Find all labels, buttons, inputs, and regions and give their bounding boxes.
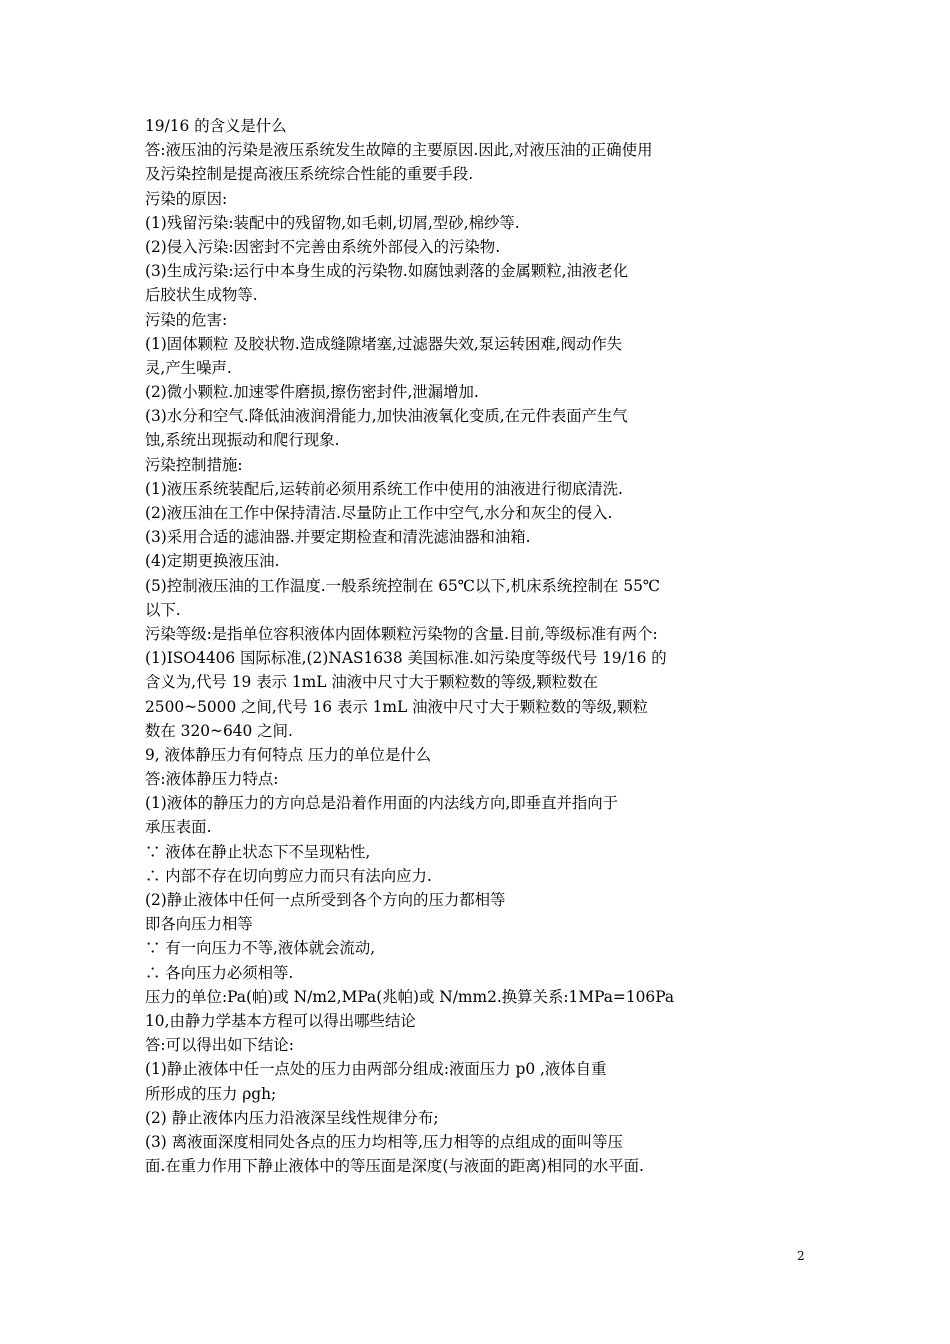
section-heading: 污染控制措施: [145,455,243,474]
text-line: 以下. [145,600,181,619]
section-heading: 污染的危害: [145,310,228,329]
text-line: 19/16 的含义是什么 [145,117,287,135]
page-number: 2 [797,1249,805,1263]
text-line: 蚀,系统出现振动和爬行现象. [145,431,340,450]
text-line: (1)ISO4406 国际标准,(2)NAS1638 美国标准.如污染度等级代号 19/16 的 [145,649,667,668]
text-line: (2)微小颗粒.加速零件磨损,擦伤密封件,泄漏增加. [145,383,479,402]
text-line: (1)液压系统装配后,运转前必须用系统工作中使用的油液进行彻底清洗. [145,479,623,498]
text-line: (1)固体颗粒 及胶状物.造成缝隙堵塞,过滤器失效,泵运转困难,阀动作失 [145,334,623,353]
text-line: 灵,产生噪声. [145,358,232,377]
text-line: 即各向压力相等 [145,915,253,934]
text-line: (1)残留污染:装配中的残留物,如毛刺,切屑,型砂,棉纱等. [145,213,520,232]
text-line: 所形成的压力 ρgh; [145,1084,277,1103]
text-line: 及污染控制是提高液压系统综合性能的重要手段. [145,165,474,184]
text-line: (3)水分和空气.降低油液润滑能力,加快油液氧化变质,在元件表面产生气 [145,407,628,426]
text-line: 面.在重力作用下静止液体中的等压面是深度(与液面的距离)相同的水平面. [145,1157,644,1176]
text-line: (1)静止液体中任一点处的压力由两部分组成:液面压力 p0 ,液体自重 [145,1060,607,1079]
text-line: 污染等级:是指单位容积液体内固体颗粒污染物的含量.目前,等级标准有两个: [145,624,658,643]
section-heading: 污染的原因: [145,189,228,208]
text-line: ∵ 有一向压力不等,液体就会流动, [145,939,376,958]
text-line: (3)生成污染:运行中本身生成的污染物.如腐蚀剥落的金属颗粒,油液老化 [145,262,629,281]
text-line: (5)控制液压油的工作温度.一般系统控制在 65℃以下,机床系统控制在 55℃ [145,576,661,595]
text-line: (4)定期更换液压油. [145,552,280,571]
text-line: 数在 320~640 之间. [145,721,293,740]
text-line: (1)液体的静压力的方向总是沿着作用面的内法线方向,即垂直并指向于 [145,794,619,813]
text-line: ∵ 液体在静止状态下不呈现粘性, [145,842,371,861]
body-text [145,114,785,1178]
text-line: ∴ 内部不存在切向剪应力而只有法向应力. [145,866,432,885]
text-line: 答:可以得出如下结论: [145,1036,294,1055]
question-heading: 9, 液体静压力有何特点 压力的单位是什么 [145,745,432,764]
text-line: (2)侵入污染:因密封不完善由系统外部侵入的污染物. [145,237,501,256]
text-line: (2)液压油在工作中保持清洁.尽量防止工作中空气,水分和灰尘的侵入. [145,504,613,522]
text-line: (2) 静止液体内压力沿液深呈线性规律分布; [145,1108,439,1127]
text-line: ∴ 各向压力必须相等. [145,963,294,982]
text-line: 后胶状生成物等. [145,286,258,305]
text-line: 压力的单位:Pa(帕)或 N/m2,MPa(兆帕)或 N/mm2.换算关系:1MPa=106Pa [145,987,675,1006]
text-line: (2)静止液体中任何一点所受到各个方向的压力都相等 [145,891,506,909]
text-line: (3) 离液面深度相同处各点的压力均相等,压力相等的点组成的面叫等压 [145,1132,623,1151]
text-line: 2500~5000 之间,代号 16 表示 1mL 油液中尺寸大于颗粒数的等级,颗粒 [145,697,648,716]
text-line: 承压表面. [145,818,212,837]
text-line: 答:液压油的污染是液压系统发生故障的主要原因.因此,对液压油的正确使用 [145,141,653,160]
text-line: 含义为,代号 19 表示 1mL 油液中尺寸大于颗粒数的等级,颗粒数在 [145,673,598,692]
question-heading: 10,由静力学基本方程可以得出哪些结论 [145,1011,416,1030]
text-line: (3)采用合适的滤油器.并要定期检查和清洗滤油器和油箱. [145,528,531,547]
text-line: 答:液体静压力特点: [145,770,279,789]
